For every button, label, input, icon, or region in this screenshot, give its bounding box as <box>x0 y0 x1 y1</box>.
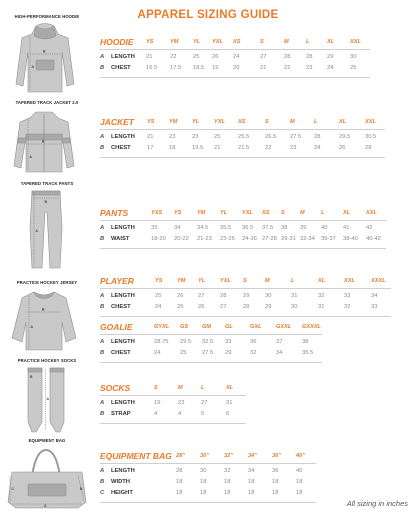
column-header: GM <box>202 324 212 330</box>
svg-text:A: A <box>44 504 47 508</box>
table-cell: 24 <box>154 350 161 356</box>
table-cell: 19 <box>212 65 219 71</box>
table-cell: 17.5 <box>170 65 182 71</box>
row-label: HEIGHT <box>111 490 133 496</box>
table-cell: 25 <box>214 134 221 140</box>
table-cell: 29 <box>243 293 250 299</box>
table-cell: 32-34 <box>300 236 315 242</box>
table-cell: 19 <box>154 400 161 406</box>
table-cell: 36.5 <box>242 225 254 231</box>
table-cell: 27 <box>220 304 227 310</box>
hoodie-illustration <box>14 22 76 96</box>
column-header: YS <box>146 39 154 45</box>
column-header: YS <box>147 119 155 125</box>
table-divider <box>100 423 246 424</box>
table-cell: 26 <box>339 145 346 151</box>
row-label: WIDTH <box>111 479 130 485</box>
table-cell: 18 <box>224 479 231 485</box>
row-label: LENGTH <box>111 293 135 299</box>
table-cell: 21.5 <box>238 145 250 151</box>
column-header: M <box>290 119 295 125</box>
table-cell: 37.5 <box>262 225 274 231</box>
column-header: M <box>300 210 305 216</box>
row-key: A <box>100 400 105 406</box>
svg-text:A: A <box>30 325 33 329</box>
table-cell: 22 <box>170 54 177 60</box>
table-cell: 33 <box>225 339 232 345</box>
table-cell: 26.5 <box>265 134 277 140</box>
table-cell: 35.5 <box>302 350 314 356</box>
table-cell: 27 <box>260 54 267 60</box>
table-divider <box>100 129 385 130</box>
table-divider <box>100 334 322 335</box>
table-title: JACKET <box>100 117 135 127</box>
table-cell: 29.5 <box>180 339 192 345</box>
page-title: APPAREL SIZING GUIDE <box>137 9 279 21</box>
row-key: C <box>100 490 105 496</box>
column-header: 32" <box>224 453 233 459</box>
svg-text:B: B <box>43 49 46 54</box>
column-header: XXXL <box>371 278 386 284</box>
table-cell: 16.5 <box>146 65 158 71</box>
column-header: 40" <box>296 453 305 459</box>
column-header: XS <box>262 210 270 216</box>
column-header: L <box>291 278 295 284</box>
svg-text:A: A <box>29 155 32 159</box>
table-cell: 18 <box>296 479 303 485</box>
svg-text:C: C <box>11 487 14 491</box>
product-label-jersey: PRACTICE HOCKEY JERSEY <box>16 280 78 285</box>
table-cell: 18 <box>296 490 303 496</box>
table-cell: 25 <box>177 304 184 310</box>
table-cell: 26 <box>177 293 184 299</box>
table-cell: 28 <box>176 468 183 474</box>
table-cell: 34 <box>248 468 255 474</box>
svg-text:B: B <box>42 307 45 312</box>
table-cell: 18-20 <box>151 236 166 242</box>
table-cell: 30 <box>291 304 298 310</box>
column-header: S <box>281 210 285 216</box>
table-cell: 4 <box>154 411 158 417</box>
table-cell: 21 <box>147 134 154 140</box>
column-header: YXL <box>212 39 223 45</box>
column-header: GL <box>225 324 233 330</box>
column-header: GXL <box>250 324 262 330</box>
table-cell: 32.5 <box>202 339 214 345</box>
row-key: B <box>100 479 105 485</box>
table-cell: 23 <box>169 134 176 140</box>
table-cell: 31 <box>318 304 325 310</box>
table-cell: 35-37 <box>321 236 336 242</box>
table-cell: 28.75 <box>154 339 169 345</box>
svg-text:A: A <box>46 397 49 401</box>
table-cell: 42 <box>366 225 373 231</box>
table-cell: 29 <box>327 54 334 60</box>
column-header: YXS <box>151 210 163 216</box>
table-cell: 18 <box>176 490 183 496</box>
product-label-hoodie: HIGH-PERFORMANCE HOODIE <box>14 14 80 19</box>
table-divider <box>100 49 370 50</box>
table-cell: 17 <box>147 145 154 151</box>
table-cell: 34 <box>371 293 378 299</box>
table-cell: 26 <box>198 304 205 310</box>
column-header: YL <box>193 39 201 45</box>
column-header: L <box>321 210 325 216</box>
column-header: 30" <box>200 453 209 459</box>
table-cell: 22 <box>265 145 272 151</box>
table-cell: 24 <box>314 145 321 151</box>
table-cell: 33 <box>344 293 351 299</box>
table-cell: 29-31 <box>281 236 296 242</box>
column-header: GXXXL <box>302 324 321 330</box>
column-header: XL <box>226 385 234 391</box>
table-cell: 38 <box>302 339 309 345</box>
svg-text:B: B <box>30 375 33 379</box>
column-header: YL <box>220 210 228 216</box>
table-cell: 30 <box>350 54 357 60</box>
table-cell: 23 <box>192 134 199 140</box>
table-cell: 23 <box>178 400 185 406</box>
column-header: YS <box>174 210 182 216</box>
row-label: LENGTH <box>111 225 135 231</box>
row-key: A <box>100 339 105 345</box>
column-header: YM <box>170 39 179 45</box>
table-cell: 20-22 <box>174 236 189 242</box>
table-divider <box>100 248 386 249</box>
table-cell: 32 <box>224 468 231 474</box>
table-cell: 25 <box>155 293 162 299</box>
table-divider <box>100 463 316 464</box>
table-cell: 6 <box>226 411 230 417</box>
table-cell: 28 <box>306 54 313 60</box>
equipment-bag-illustration <box>6 446 88 510</box>
row-key: B <box>100 304 105 310</box>
table-cell: 21 <box>214 145 221 151</box>
row-key: B <box>100 411 105 417</box>
table-cell: 20 <box>233 65 240 71</box>
table-divider <box>100 395 246 396</box>
table-title: EQUIPMENT BAG <box>100 451 172 461</box>
table-cell: 25 <box>180 350 187 356</box>
table-divider <box>100 502 316 503</box>
column-header: XXL <box>366 210 377 216</box>
table-cell: 21 <box>146 54 153 60</box>
table-cell: 32 <box>250 350 257 356</box>
column-header: S <box>260 39 264 45</box>
column-header: XL <box>339 119 347 125</box>
table-cell: 24 <box>155 304 162 310</box>
svg-text:B: B <box>42 139 45 144</box>
row-key: B <box>100 65 105 71</box>
row-label: LENGTH <box>111 339 135 345</box>
table-cell: 6 <box>201 411 205 417</box>
column-header: XXL <box>365 119 376 125</box>
table-cell: 18 <box>272 490 279 496</box>
table-cell: 4 <box>178 411 182 417</box>
table-title: PLAYER <box>100 276 134 286</box>
row-key: A <box>100 134 105 140</box>
column-header: XS <box>238 119 246 125</box>
table-cell: 21-23 <box>197 236 212 242</box>
column-header: XXL <box>344 278 355 284</box>
table-cell: 40-42 <box>366 236 381 242</box>
table-cell: 18.5 <box>193 65 205 71</box>
table-cell: 18 <box>272 479 279 485</box>
table-title: PANTS <box>100 208 129 218</box>
pants-illustration <box>26 188 66 272</box>
table-cell: 34 <box>276 350 283 356</box>
table-cell: 29 <box>265 304 272 310</box>
table-cell: 28 <box>365 145 372 151</box>
column-header: XL <box>318 278 326 284</box>
table-cell: 22 <box>284 65 291 71</box>
table-cell: 33 <box>371 304 378 310</box>
table-cell: 24 <box>327 65 334 71</box>
table-cell: 41 <box>343 225 350 231</box>
row-label: LENGTH <box>111 400 135 406</box>
column-header: S <box>243 278 247 284</box>
table-cell: 39 <box>300 225 307 231</box>
column-header: XL <box>343 210 351 216</box>
row-key: B <box>100 236 105 242</box>
table-cell: 28 <box>284 54 291 60</box>
row-label: LENGTH <box>111 54 135 60</box>
table-cell: 26 <box>212 54 219 60</box>
table-cell: 30 <box>265 293 272 299</box>
table-cell: 23 <box>306 65 313 71</box>
table-cell: 18 <box>200 490 207 496</box>
column-header: GYXL <box>154 324 170 330</box>
row-label: WAIST <box>111 236 130 242</box>
row-key: A <box>100 225 105 231</box>
table-cell: 27 <box>201 400 208 406</box>
table-cell: 38-40 <box>343 236 358 242</box>
table-cell: 18 <box>169 145 176 151</box>
row-label: CHEST <box>111 65 131 71</box>
table-cell: 27-28 <box>262 236 277 242</box>
table-cell: 37 <box>276 339 283 345</box>
row-key: A <box>100 293 105 299</box>
column-header: L <box>306 39 310 45</box>
table-cell: 27.5 <box>290 134 302 140</box>
table-cell: 36 <box>272 468 279 474</box>
row-label: CHEST <box>111 304 131 310</box>
jacket-illustration <box>12 108 76 176</box>
table-cell: 25 <box>193 54 200 60</box>
table-divider <box>100 288 391 289</box>
table-cell: 24-26 <box>242 236 257 242</box>
row-key: B <box>100 350 105 356</box>
product-label-pants: TAPERED TRACK PANTS <box>20 181 74 186</box>
column-header: YXL <box>214 119 225 125</box>
row-label: STRAP <box>111 411 131 417</box>
table-cell: 33 <box>151 225 158 231</box>
table-cell: 25 <box>350 65 357 71</box>
column-header: YXL <box>242 210 253 216</box>
table-cell: 32 <box>318 293 325 299</box>
table-divider <box>100 77 370 78</box>
column-header: GXXL <box>276 324 292 330</box>
table-title: SOCKS <box>100 383 131 393</box>
column-header: XXL <box>350 39 361 45</box>
table-cell: 23-25 <box>220 236 235 242</box>
column-header: L <box>201 385 205 391</box>
column-header: M <box>265 278 270 284</box>
product-label-bag: EQUIPMENT BAG <box>28 438 66 443</box>
column-header: M <box>178 385 183 391</box>
column-header: YL <box>192 119 200 125</box>
sizing-note: All sizing in inches <box>346 499 408 508</box>
table-divider <box>100 362 322 363</box>
table-cell: 25.5 <box>238 134 250 140</box>
table-cell: 34.5 <box>197 225 209 231</box>
table-cell: 28 <box>314 134 321 140</box>
column-header: YXL <box>220 278 231 284</box>
table-cell: 18 <box>248 490 255 496</box>
socks-illustration <box>24 366 68 434</box>
table-cell: 18 <box>176 479 183 485</box>
table-cell: 27 <box>198 293 205 299</box>
row-key: A <box>100 54 105 60</box>
table-title: HOODIE <box>100 37 134 47</box>
column-header: YL <box>198 278 206 284</box>
table-cell: 29.5 <box>339 134 351 140</box>
column-header: 34" <box>248 453 257 459</box>
row-label: CHEST <box>111 350 131 356</box>
table-divider <box>100 220 386 221</box>
table-cell: 40 <box>321 225 328 231</box>
table-cell: 35.5 <box>220 225 232 231</box>
product-label-jacket: TAPERED TRACK JACKET 2.0 <box>15 100 79 105</box>
table-cell: 19.5 <box>192 145 204 151</box>
table-cell: 27.5 <box>202 350 214 356</box>
svg-text:A: A <box>31 65 34 69</box>
svg-text:A: A <box>35 229 38 233</box>
table-cell: 31 <box>291 293 298 299</box>
table-cell: 21 <box>260 65 267 71</box>
table-divider <box>100 157 385 158</box>
column-header: S <box>265 119 269 125</box>
column-header: XS <box>233 39 241 45</box>
table-cell: 34 <box>174 225 181 231</box>
table-cell: 31 <box>226 400 233 406</box>
row-key: B <box>100 145 105 151</box>
table-title: GOALIE <box>100 322 133 332</box>
table-cell: 30.5 <box>365 134 377 140</box>
table-cell: 29 <box>225 350 232 356</box>
table-cell: 18 <box>248 479 255 485</box>
column-header: GS <box>180 324 189 330</box>
row-label: LENGTH <box>111 468 135 474</box>
column-header: YM <box>197 210 206 216</box>
table-cell: 23 <box>290 145 297 151</box>
column-header: S <box>154 385 158 391</box>
column-header: 28" <box>176 453 185 459</box>
product-label-socks: PRACTICE HOCKEY SOCKS <box>17 358 77 363</box>
table-cell: 28 <box>220 293 227 299</box>
column-header: YS <box>155 278 163 284</box>
column-header: YM <box>177 278 186 284</box>
table-cell: 18 <box>200 479 207 485</box>
table-cell: 30 <box>200 468 207 474</box>
svg-text:B: B <box>80 487 83 491</box>
table-cell: 36 <box>250 339 257 345</box>
table-cell: 18 <box>224 490 231 496</box>
row-label: CHEST <box>111 145 131 151</box>
table-cell: 38 <box>281 225 288 231</box>
table-cell: 32 <box>344 304 351 310</box>
table-divider <box>100 316 391 317</box>
svg-text:B: B <box>44 200 47 204</box>
column-header: L <box>314 119 318 125</box>
table-cell: 40 <box>296 468 303 474</box>
column-header: XL <box>327 39 335 45</box>
row-key: A <box>100 468 105 474</box>
table-cell: 28 <box>243 304 250 310</box>
column-header: YM <box>169 119 178 125</box>
table-cell: 24 <box>233 54 240 60</box>
row-label: LENGTH <box>111 134 135 140</box>
column-header: M <box>284 39 289 45</box>
column-header: 36" <box>272 453 281 459</box>
jersey-illustration <box>10 288 78 354</box>
